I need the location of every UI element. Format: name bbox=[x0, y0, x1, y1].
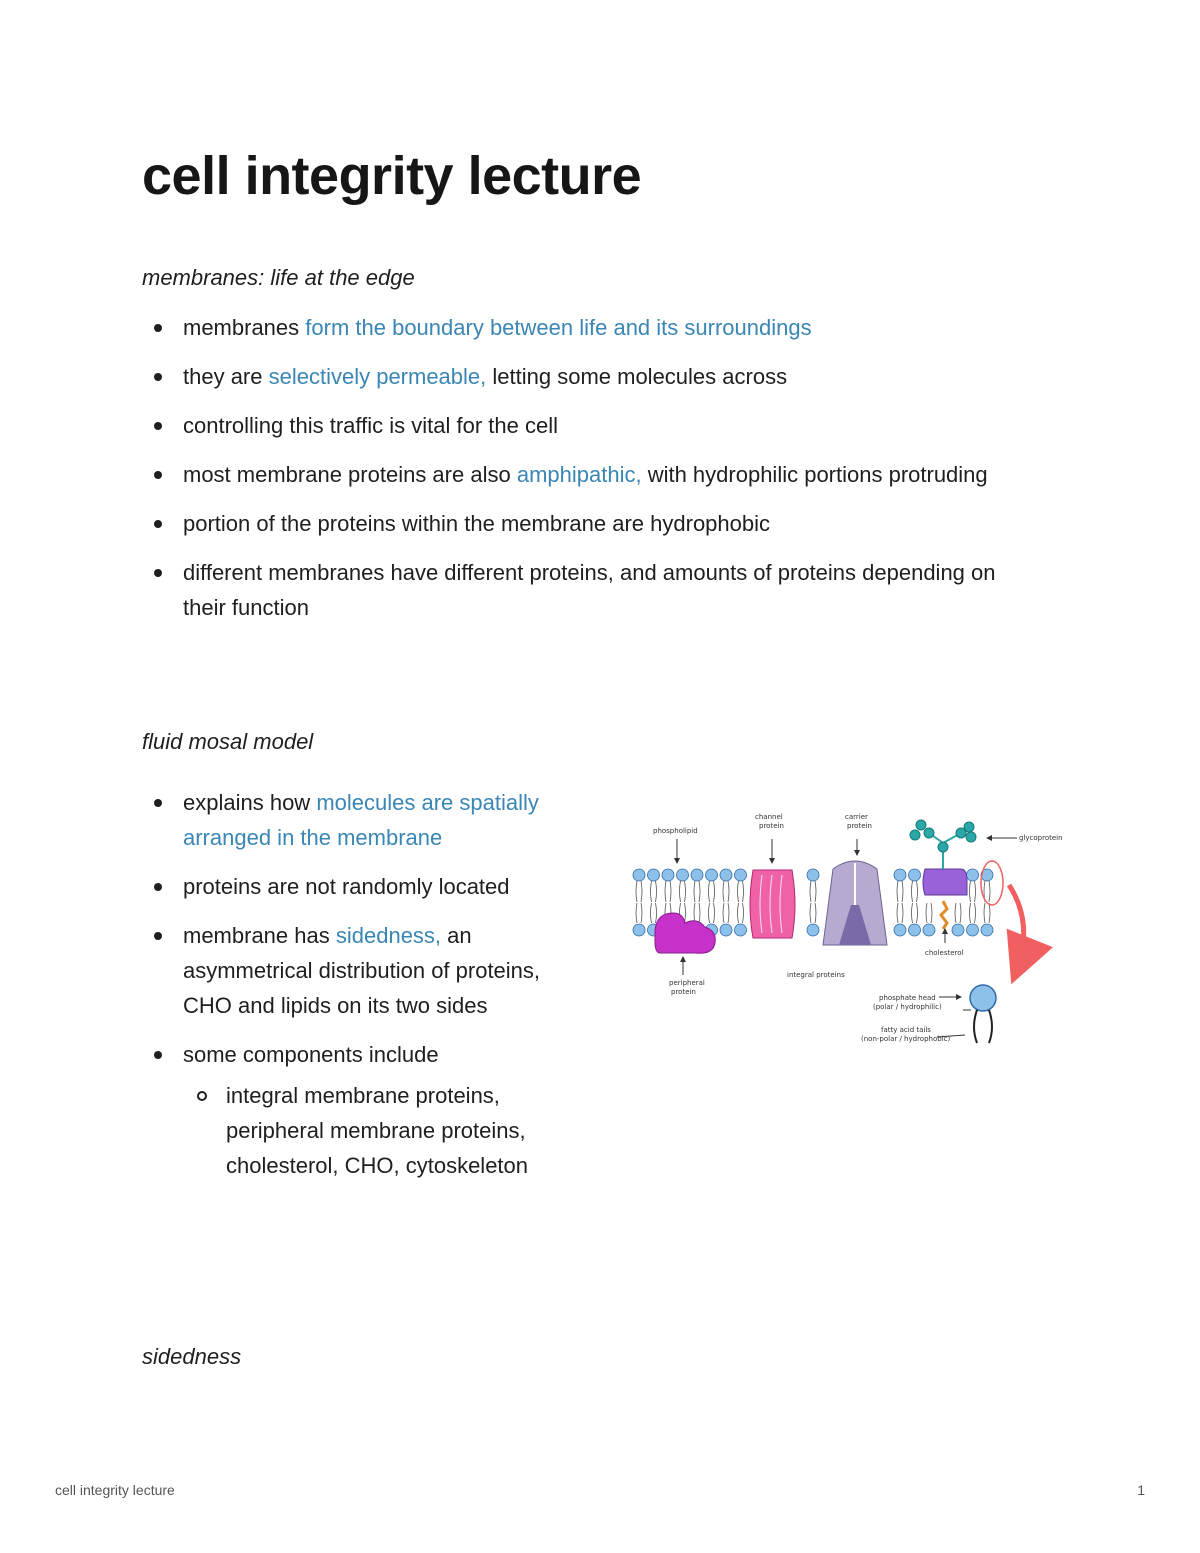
highlight-text: form the boundary between life and its surroundings bbox=[305, 315, 812, 340]
lipid-tail bbox=[970, 903, 976, 923]
lipid-head bbox=[706, 869, 718, 881]
list-item: some components include integral membrane proteins, peripheral membrane proteins, cholesterol, CHO, cytoskeleton bbox=[142, 1037, 582, 1183]
label-fatty-acid-tails: fatty acid tails (non-polar / hydrophobic) bbox=[861, 1026, 951, 1043]
lipid-tail bbox=[912, 881, 918, 902]
lipid-head bbox=[648, 869, 660, 881]
lipid-head bbox=[923, 924, 935, 936]
sub-list-item: integral membrane proteins, peripheral membrane proteins, cholesterol, CHO, cytoskeleton bbox=[183, 1078, 582, 1183]
list-item: they are selectively permeable, letting some molecules across bbox=[142, 359, 1042, 394]
list-item: proteins are not randomly located bbox=[142, 869, 582, 904]
label-phospholipid: phospholipid bbox=[653, 827, 698, 835]
fluid-mosaic-bullet-list bbox=[142, 785, 582, 1197]
phospholipid-zoom bbox=[970, 985, 996, 1043]
lipid-head bbox=[807, 924, 819, 936]
highlight-text: amphipathic, bbox=[516, 462, 642, 487]
membranes-bullet-list bbox=[142, 310, 1042, 639]
lipid-head bbox=[807, 869, 819, 881]
lipid-tail bbox=[709, 881, 715, 902]
lipid-head bbox=[967, 869, 979, 881]
lipid-tail bbox=[694, 903, 700, 923]
lipid-tail bbox=[970, 881, 976, 902]
lipid-tail bbox=[651, 881, 657, 902]
lipid-tail bbox=[680, 881, 686, 902]
highlight-text: sidedness, bbox=[335, 923, 442, 948]
lipid-tail bbox=[723, 903, 729, 923]
label-glycoprotein: glycoprotein bbox=[1019, 834, 1063, 842]
label-phosphate-head: phosphate head (polar / hydrophilic) bbox=[873, 994, 942, 1011]
label-carrier-protein: carrier protein bbox=[845, 813, 872, 830]
lipid-tail bbox=[709, 903, 715, 923]
list-item: controlling this traffic is vital for the cell bbox=[142, 408, 1042, 443]
membrane-diagram bbox=[625, 805, 1063, 1060]
fluid-mosaic-membrane-illustration bbox=[625, 805, 1063, 1060]
list-item: explains how molecules are spatially arranged in the membrane bbox=[142, 785, 582, 855]
lipid-tail bbox=[810, 881, 816, 902]
label-integral-proteins: integral proteins bbox=[787, 971, 845, 979]
list-item: portion of the proteins within the membrane are hydrophobic bbox=[142, 506, 1042, 541]
lipid-head bbox=[691, 869, 703, 881]
lipid-head bbox=[735, 869, 747, 881]
lipid-head bbox=[967, 924, 979, 936]
lipid-tail bbox=[694, 881, 700, 902]
lipid-tail bbox=[636, 903, 642, 923]
lipid-head bbox=[662, 869, 674, 881]
section-heading-sidedness: sidedness bbox=[142, 1344, 242, 1369]
lipid-head bbox=[720, 924, 732, 936]
lipid-head bbox=[633, 924, 645, 936]
lipid-head bbox=[633, 869, 645, 881]
lipid-tail bbox=[636, 881, 642, 902]
page-number: 1 bbox=[1137, 1482, 1145, 1498]
lipid-tail bbox=[955, 903, 961, 923]
footer-title: cell integrity lecture bbox=[55, 1482, 175, 1498]
label-cholesterol: cholesterol bbox=[925, 949, 964, 957]
label-channel-protein: channel protein bbox=[755, 813, 784, 830]
lipid-head bbox=[909, 924, 921, 936]
section-heading-fluid-mosaic: fluid mosal model bbox=[142, 729, 314, 754]
lipid-head bbox=[894, 924, 906, 936]
lipid-tail bbox=[912, 903, 918, 923]
lipid-head bbox=[720, 869, 732, 881]
highlight-text: molecules are spatially arranged in the membrane bbox=[183, 790, 539, 850]
list-item: membrane has sidedness, an asymmetrical distribution of proteins, CHO and lipids on its two sides bbox=[142, 918, 582, 1023]
cholesterol-shape bbox=[941, 901, 947, 929]
lipid-tail bbox=[984, 903, 990, 923]
lipid-tail bbox=[738, 881, 744, 902]
section-heading-membranes: membranes: life at the edge bbox=[142, 265, 415, 290]
lipid-tail bbox=[897, 903, 903, 923]
list-item: membranes form the boundary between life and its surroundings bbox=[142, 310, 1042, 345]
lipid-head bbox=[894, 869, 906, 881]
list-item: different membranes have different proteins, and amounts of proteins depending on their function bbox=[142, 555, 1042, 625]
glycoprotein-shape bbox=[910, 820, 976, 895]
lipid-tail bbox=[926, 903, 932, 923]
list-item: most membrane proteins are also amphipathic, with hydrophilic portions protruding bbox=[142, 457, 1042, 492]
lipid-head bbox=[981, 924, 993, 936]
lipid-head bbox=[952, 924, 964, 936]
channel-protein-shape bbox=[750, 870, 795, 938]
zoom-arrow bbox=[1009, 885, 1024, 975]
lipid-head bbox=[735, 924, 747, 936]
lipid-tail bbox=[665, 881, 671, 902]
lipid-tail bbox=[651, 903, 657, 923]
lipid-tail bbox=[897, 881, 903, 902]
lipid-tail bbox=[738, 903, 744, 923]
lipid-head bbox=[909, 869, 921, 881]
label-peripheral-protein: peripheral protein bbox=[669, 979, 705, 996]
lipid-head bbox=[677, 869, 689, 881]
lipid-tail bbox=[810, 903, 816, 923]
highlight-text: selectively permeable, bbox=[268, 364, 487, 389]
components-sub-list bbox=[183, 1078, 582, 1183]
lipid-tail bbox=[723, 881, 729, 902]
carrier-protein-shape bbox=[823, 861, 887, 945]
page-title: cell integrity lecture bbox=[142, 146, 642, 206]
